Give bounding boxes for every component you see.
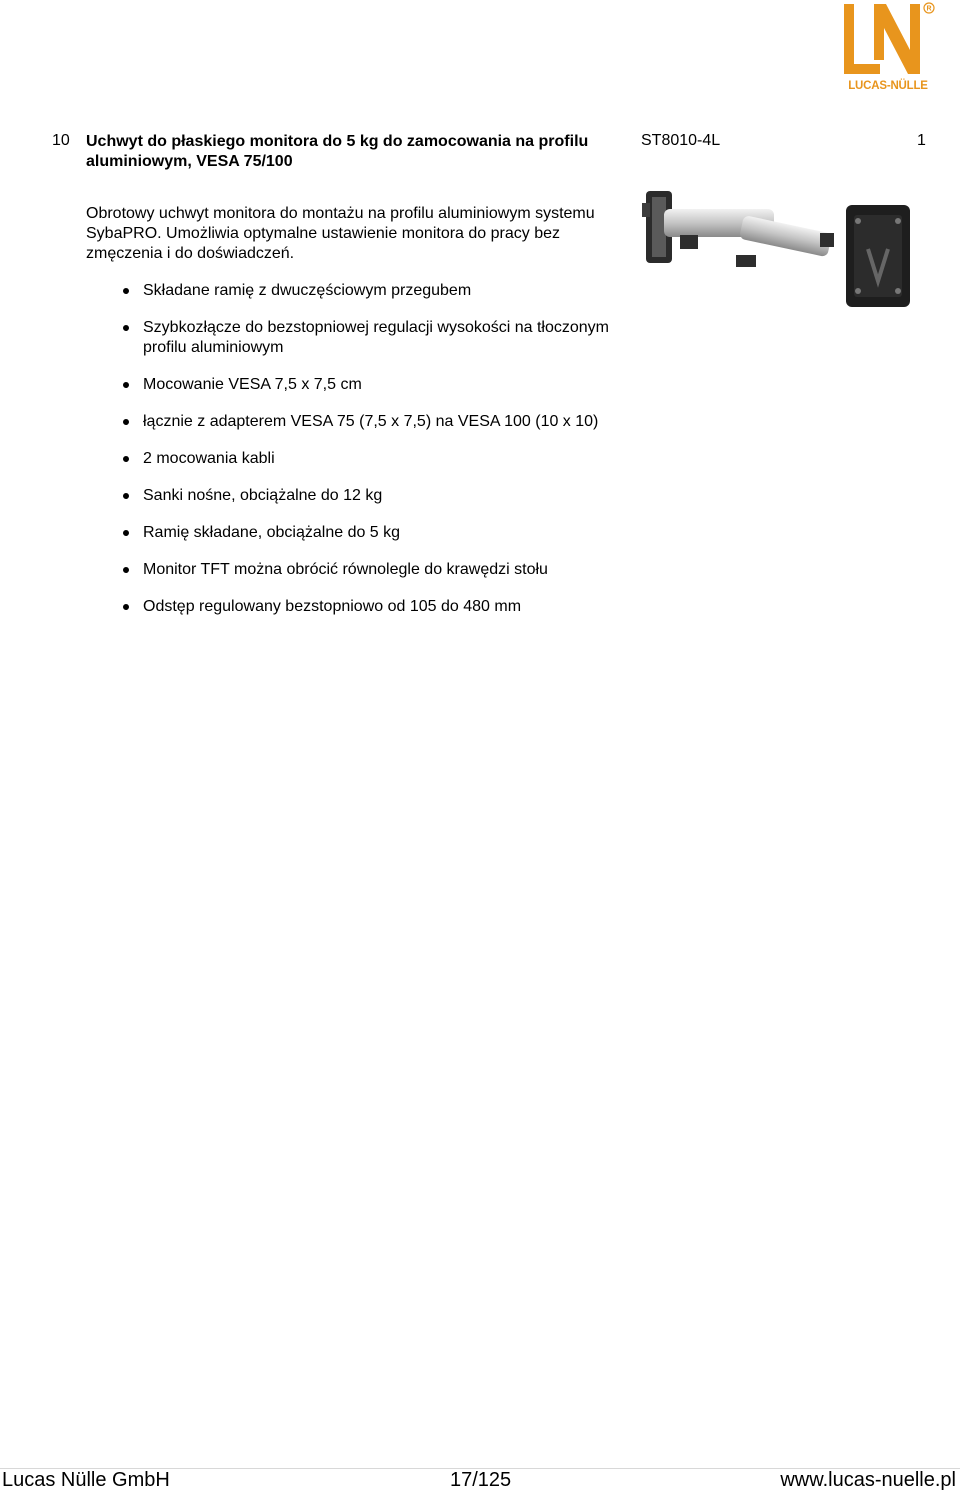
ln-logo-icon	[840, 2, 936, 80]
feature-text: Ramię składane, obciążalne do 5 kg	[143, 524, 401, 541]
svg-text:R: R	[926, 5, 932, 13]
bullet-icon	[123, 288, 129, 294]
feature-text: Odstęp regulowany bezstopniowo od 105 do 480 mm	[143, 598, 522, 615]
bullet-icon	[123, 456, 129, 462]
list-item	[120, 375, 610, 395]
item-code: ST8010-4L	[641, 132, 721, 149]
logo-text: LUCAS-NÜLLE	[848, 80, 928, 92]
monitor-arm-illustration	[640, 185, 920, 315]
footer-url[interactable]: www.lucas-nuelle.pl	[780, 1469, 956, 1491]
feature-text: Monitor TFT można obrócić równolegle do krawędzi stołu	[143, 561, 548, 578]
company-logo	[840, 2, 936, 94]
item-number: 10	[52, 132, 70, 149]
bullet-icon	[123, 567, 129, 573]
feature-text: Sanki nośne, obciążalne do 12 kg	[143, 487, 383, 504]
feature-text: Szybkozłącze do bezstopniowej regulacji wysokości na tłoczonym profilu aluminiowym	[143, 319, 609, 356]
footer-company: Lucas Nülle GmbH	[2, 1469, 170, 1491]
bullet-icon	[123, 325, 129, 331]
bullet-icon	[123, 530, 129, 536]
item-title: Uchwyt do płaskiego monitora do 5 kg do zamocowania na profilu aluminiowym, VESA 75/100	[86, 133, 589, 170]
feature-list	[120, 281, 610, 634]
item-quantity: 1	[917, 132, 926, 149]
feature-text: 2 mocowania kabli	[143, 450, 275, 467]
bullet-icon	[123, 382, 129, 388]
bullet-icon	[123, 604, 129, 610]
feature-text: Mocowanie VESA 7,5 x 7,5 cm	[143, 376, 362, 393]
bullet-icon	[123, 419, 129, 425]
list-item	[120, 486, 610, 506]
list-item	[120, 318, 610, 358]
item-description: Obrotowy uchwyt monitora do montażu na profilu aluminiowym systemu SybaPRO. Umożliwia optymalne ustawienie monitora do pracy bez zmęczenia i do doświadczeń.	[86, 205, 595, 262]
feature-text: łącznie z adapterem VESA 75 (7,5 x 7,5) na VESA 100 (10 x 10)	[143, 413, 599, 430]
footer-page-number: 17/125	[450, 1469, 512, 1491]
list-item	[120, 523, 610, 543]
feature-text: Składane ramię z dwuczęściowym przegubem	[143, 282, 472, 299]
product-image	[640, 185, 920, 315]
list-item	[120, 281, 610, 301]
list-item	[120, 449, 610, 469]
list-item	[120, 560, 610, 580]
list-item	[120, 597, 610, 617]
bullet-icon	[123, 493, 129, 499]
list-item	[120, 412, 610, 432]
